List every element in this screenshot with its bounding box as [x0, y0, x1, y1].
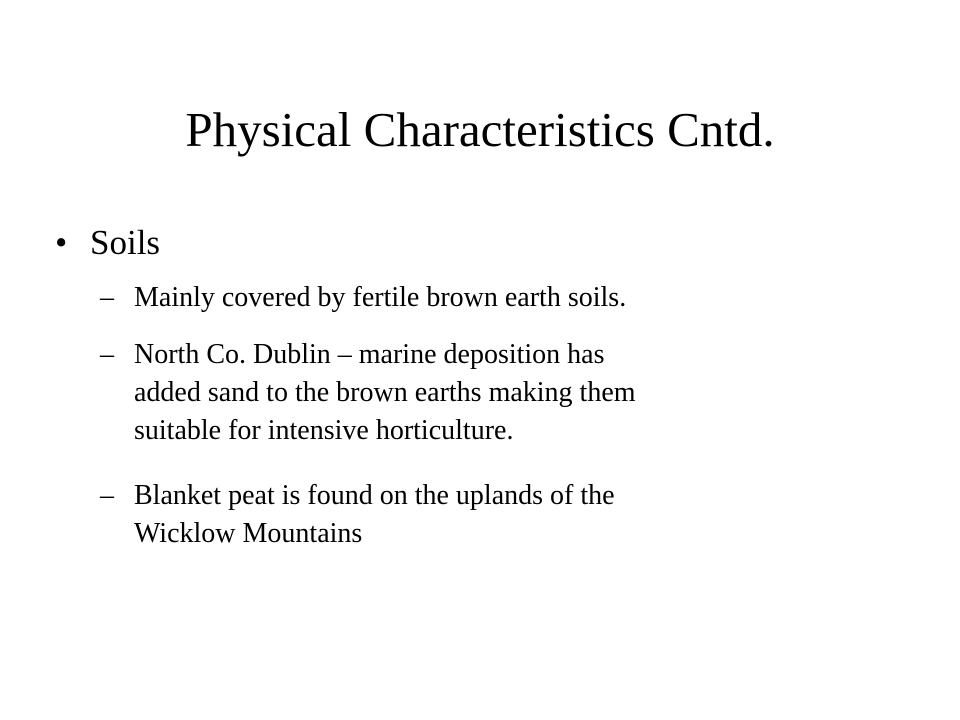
sub-bullet-text	[134, 477, 860, 553]
dash-icon: –	[100, 480, 114, 511]
bullet-soils	[55, 222, 160, 264]
sub-bullet-text	[134, 336, 860, 450]
sub-bullet-line: Wicklow Mountains	[134, 518, 363, 549]
sub-bullet-line: Blanket peat is found on the uplands of the	[134, 480, 615, 511]
sub-bullet-brown-earth	[100, 279, 860, 317]
bullet-label: Soils	[90, 223, 161, 262]
sub-bullet-line: Mainly covered by fertile brown earth soils.	[134, 282, 627, 313]
sub-bullet-text	[134, 279, 860, 317]
sub-bullet-line: suitable for intensive horticulture.	[134, 415, 514, 446]
dash-icon: –	[100, 339, 114, 370]
sub-bullet-line: added sand to the brown earths making them	[134, 377, 636, 408]
sub-bullet-blanket-peat	[100, 477, 860, 553]
slide-title: Physical Characteristics Cntd.	[185, 102, 775, 157]
sub-bullet-line: North Co. Dublin – marine deposition has	[134, 339, 605, 370]
dash-icon: –	[100, 282, 114, 313]
sub-bullet-north-dublin	[100, 336, 860, 450]
bullet-marker-icon: •	[55, 223, 68, 262]
